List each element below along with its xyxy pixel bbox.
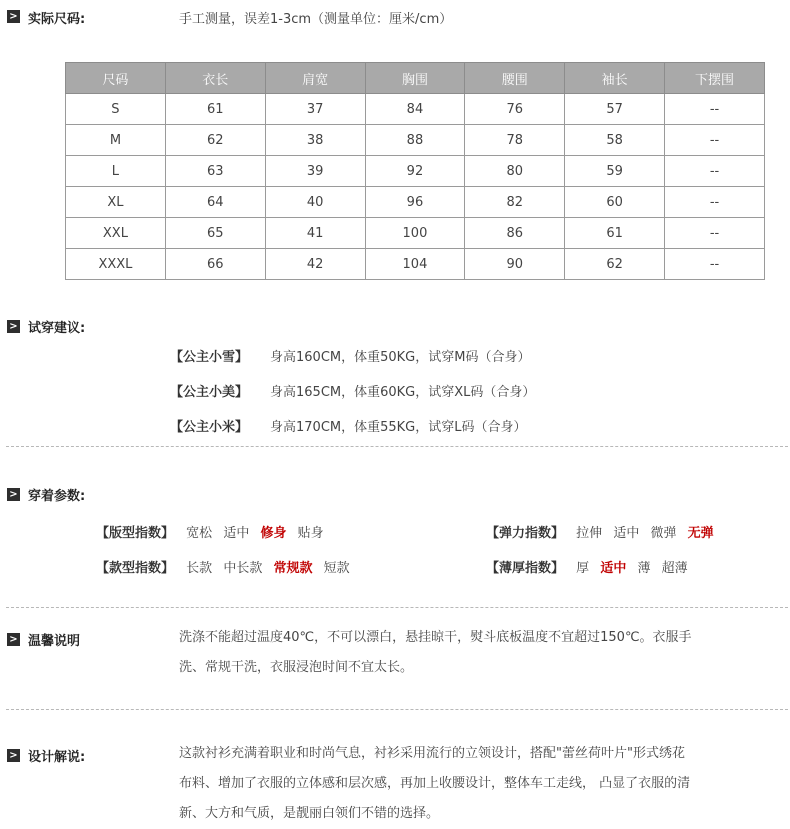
table-cell: 38 [265,125,365,156]
section-marker-icon: > [7,488,20,501]
section-marker-icon: > [7,749,20,762]
col-header-waist: 腰围 [465,63,565,94]
table-cell: -- [665,249,765,280]
size-section-title: 实际尺码: [28,12,86,27]
table-cell: -- [665,187,765,218]
table-cell: XL [66,187,166,218]
table-cell: 61 [565,218,665,249]
care-section-title: 温馨说明 [28,634,81,649]
param-option-selected: 适中 [600,561,627,576]
table-cell: XXL [66,218,166,249]
model-description: 身高170CM，体重55KG，试穿L码（合身） [270,420,527,435]
params-section-title: 穿着参数: [28,489,86,504]
table-row [66,94,765,125]
model-name: 【公主小雪】 [170,350,249,365]
table-cell: 78 [465,125,565,156]
table-cell: -- [665,218,765,249]
size-table-header-row [66,63,765,94]
table-cell: 104 [365,249,465,280]
section-marker-icon: > [7,633,20,646]
table-cell: -- [665,94,765,125]
param-option: 贴身 [297,526,324,541]
fitting-model-row [170,381,535,400]
model-description: 身高160CM，体重50KG，试穿M码（合身） [270,350,531,365]
param-style-index [96,557,357,576]
col-header-length: 衣长 [165,63,265,94]
table-cell: 90 [465,249,565,280]
design-section-title: 设计解说: [28,750,86,765]
param-option-selected: 无弹 [687,526,714,541]
care-line: 洗涤不能超过温度40℃，不可以漂白，悬挂晾干，熨斗底板温度不宜超过150℃。衣服手 [179,630,692,645]
table-cell: 80 [465,156,565,187]
param-option: 拉伸 [576,526,603,541]
param-thickness-index [486,557,695,576]
size-table [65,62,765,280]
param-option-selected: 常规款 [273,561,313,576]
param-option: 薄 [637,561,651,576]
table-cell: 100 [365,218,465,249]
model-name: 【公主小美】 [170,385,249,400]
table-row [66,156,765,187]
table-row [66,249,765,280]
table-cell: 40 [265,187,365,218]
table-cell: 39 [265,156,365,187]
param-option: 中长款 [223,561,263,576]
table-row [66,187,765,218]
table-cell: 64 [165,187,265,218]
param-option: 长款 [186,561,213,576]
param-option: 微弹 [650,526,677,541]
table-cell: -- [665,156,765,187]
care-instructions [179,623,739,683]
table-cell: 63 [165,156,265,187]
section-marker-icon: > [7,320,20,333]
table-cell: 66 [165,249,265,280]
table-cell: 76 [465,94,565,125]
param-fit-index [96,522,331,541]
size-measurement-note: 手工测量，误差1-3cm（测量单位：厘米/cm） [179,12,453,27]
col-header-chest: 胸围 [365,63,465,94]
design-line: 布料、增加了衣服的立体感和层次感，再加上收腰设计，整体车工走线， 凸显了衣服的清 [179,776,691,791]
param-label: 【弹力指数】 [486,526,565,541]
table-cell: M [66,125,166,156]
table-cell: 59 [565,156,665,187]
design-line: 新、大方和气质，是靓丽白领们不错的选择。 [179,806,440,821]
param-stretch-index [486,522,721,541]
table-cell: XXXL [66,249,166,280]
model-name: 【公主小米】 [170,420,249,435]
table-cell: 86 [465,218,565,249]
col-header-hem: 下摆围 [665,63,765,94]
table-cell: 57 [565,94,665,125]
param-option: 短款 [323,561,350,576]
table-cell: 58 [565,125,665,156]
param-option: 超薄 [661,561,688,576]
table-cell: 62 [565,249,665,280]
table-cell: 92 [365,156,465,187]
table-cell: 62 [165,125,265,156]
table-cell: S [66,94,166,125]
col-header-size: 尺码 [66,63,166,94]
section-marker-icon: > [7,10,20,23]
fitting-model-row [170,416,527,435]
table-cell: L [66,156,166,187]
table-cell: 65 [165,218,265,249]
model-description: 身高165CM，体重60KG，试穿XL码（合身） [270,385,536,400]
table-cell: 60 [565,187,665,218]
design-description [179,739,739,829]
table-cell: 88 [365,125,465,156]
param-option: 宽松 [186,526,213,541]
table-cell: -- [665,125,765,156]
table-cell: 61 [165,94,265,125]
table-row [66,218,765,249]
fitting-section-title: 试穿建议: [28,321,86,336]
table-cell: 96 [365,187,465,218]
param-option: 厚 [576,561,590,576]
table-cell: 37 [265,94,365,125]
section-divider [6,446,788,447]
param-option-selected: 修身 [260,526,287,541]
col-header-shoulder: 肩宽 [265,63,365,94]
param-label: 【版型指数】 [96,526,175,541]
table-cell: 84 [365,94,465,125]
table-cell: 82 [465,187,565,218]
table-cell: 41 [265,218,365,249]
param-option: 适中 [223,526,250,541]
table-cell: 42 [265,249,365,280]
design-line: 这款衬衫充满着职业和时尚气息，衬衫采用流行的立领设计，搭配"蕾丝荷叶片"形式绣花 [179,746,685,761]
col-header-sleeve: 袖长 [565,63,665,94]
param-label: 【薄厚指数】 [486,561,565,576]
section-divider [6,607,788,608]
param-option: 适中 [613,526,640,541]
fitting-model-row [170,346,530,365]
section-divider [6,709,788,710]
table-row [66,125,765,156]
param-label: 【款型指数】 [96,561,175,576]
care-line: 洗、常规干洗，衣服浸泡时间不宜太长。 [179,660,414,675]
